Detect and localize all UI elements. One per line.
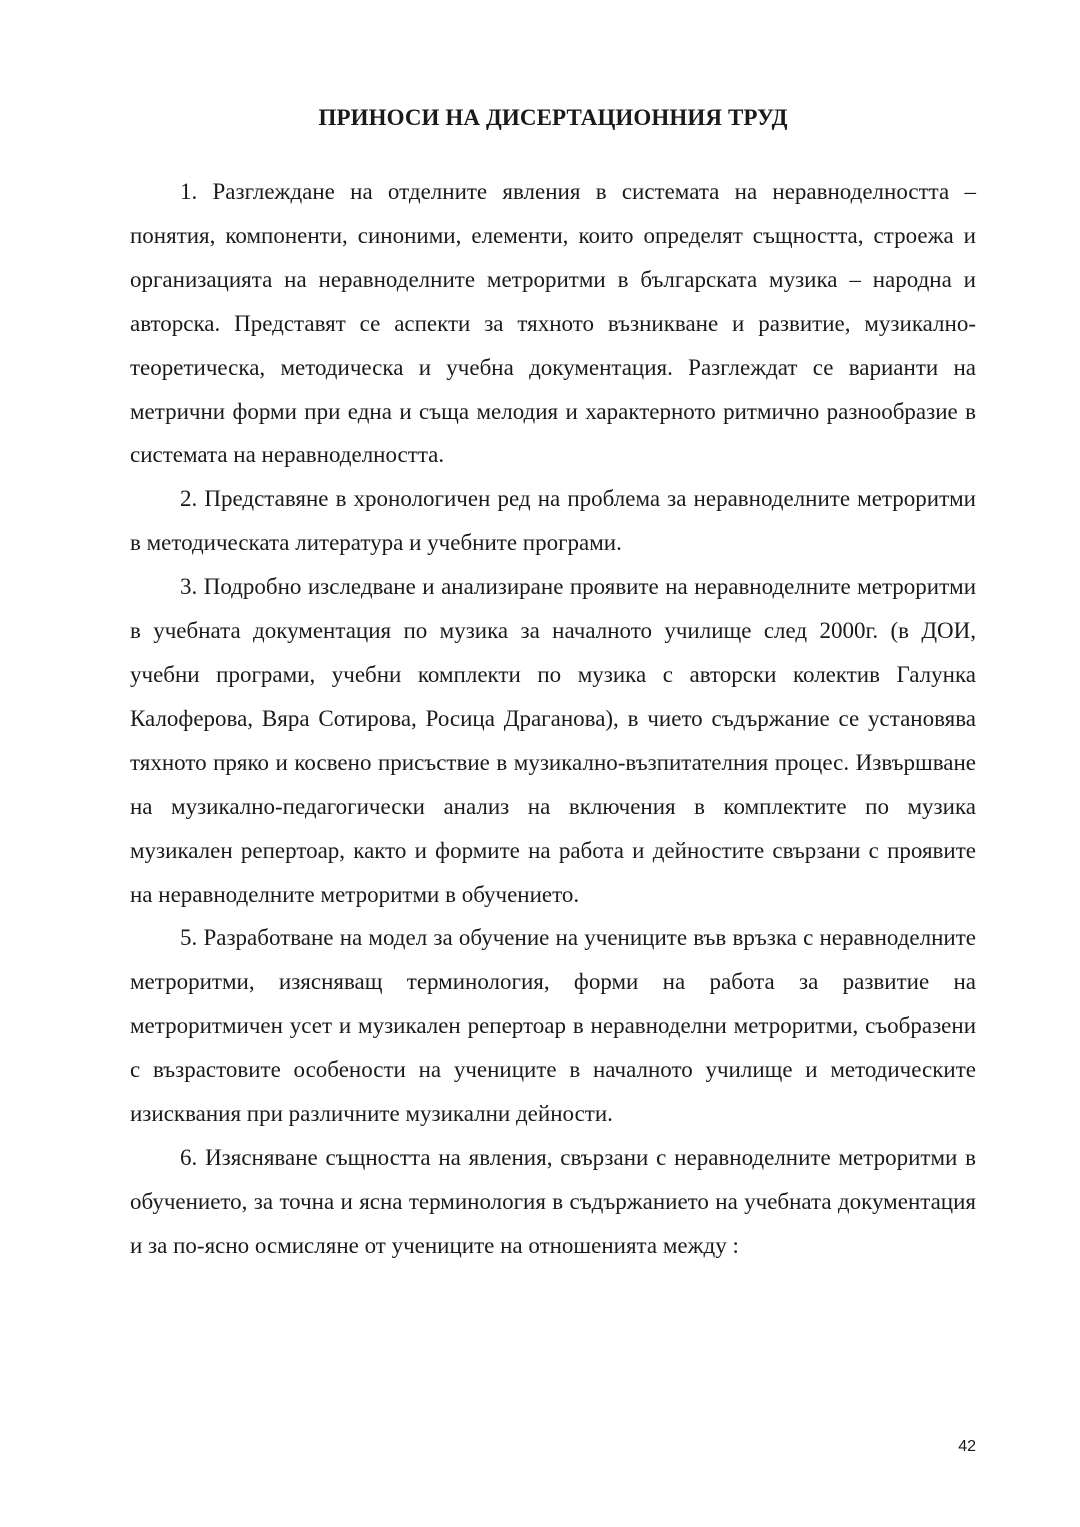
paragraph-contribution-1: 1. Разглеждане на отделните явления в системата на неравноделността – понятия, компоненти, синоними, елементи, които определят същността, строежа и организацията на неравноделните метроритми в българската музика – народна и авторска. Представят се аспекти за тяхното възникване и развитие, музикално-теоретическа, методическа и учебна документация. Разглеждат се варианти на метрични форми при една и съща мелодия и характерното ритмично разнообразие в системата на неравноделността. <box>130 179 976 468</box>
page-number: 42 <box>958 1438 976 1455</box>
paragraph-contribution-2: 2. Представяне в хронологичен ред на проблема за неравноделните метроритми в методическата литература и учебните програми. <box>130 486 976 556</box>
page-title: ПРИНОСИ НА ДИСЕРТАЦИОННИЯ ТРУД <box>318 105 788 130</box>
body-text <box>130 170 976 1268</box>
paragraph-contribution-6: 6. Изясняване същността на явления, свързани с неравноделните метроритми в обучението, за точна и ясна терминология в съдържанието на учебната документация и за по-ясно осмисляне от учениците на отношенията между : <box>130 1144 976 1258</box>
paragraph-contribution-3: 3. Подробно изследване и анализиране проявите на неравноделните метроритми в учебната документация по музика за началното училище след 2000г. (в ДОИ, учебни програми, учебни комплекти по музика с авторски колектив Галунка Калоферова, Вяра Сотирова, Росица Драганова), в чието съдържание се установява тяхното пряко и косвено присъствие в музикално-възпитателния процес. Извършване на музикално-педагогически анализ на включения в комплектите по музика музикален репертоар, както и формите на работа и дейностите свързани с проявите на неравноделните метроритми в обучението. <box>130 574 976 907</box>
paragraph-contribution-5: 5. Разработване на модел за обучение на учениците във връзка с неравноделните метроритми, изясняващ терминология, форми на работа за развитие на метроритмичен усет и музикален репертоар в неравноделни метроритми, съобразени с възрастовите особености на учениците в началното училище и методическите изисквания при различните музикални дейности. <box>130 925 976 1127</box>
